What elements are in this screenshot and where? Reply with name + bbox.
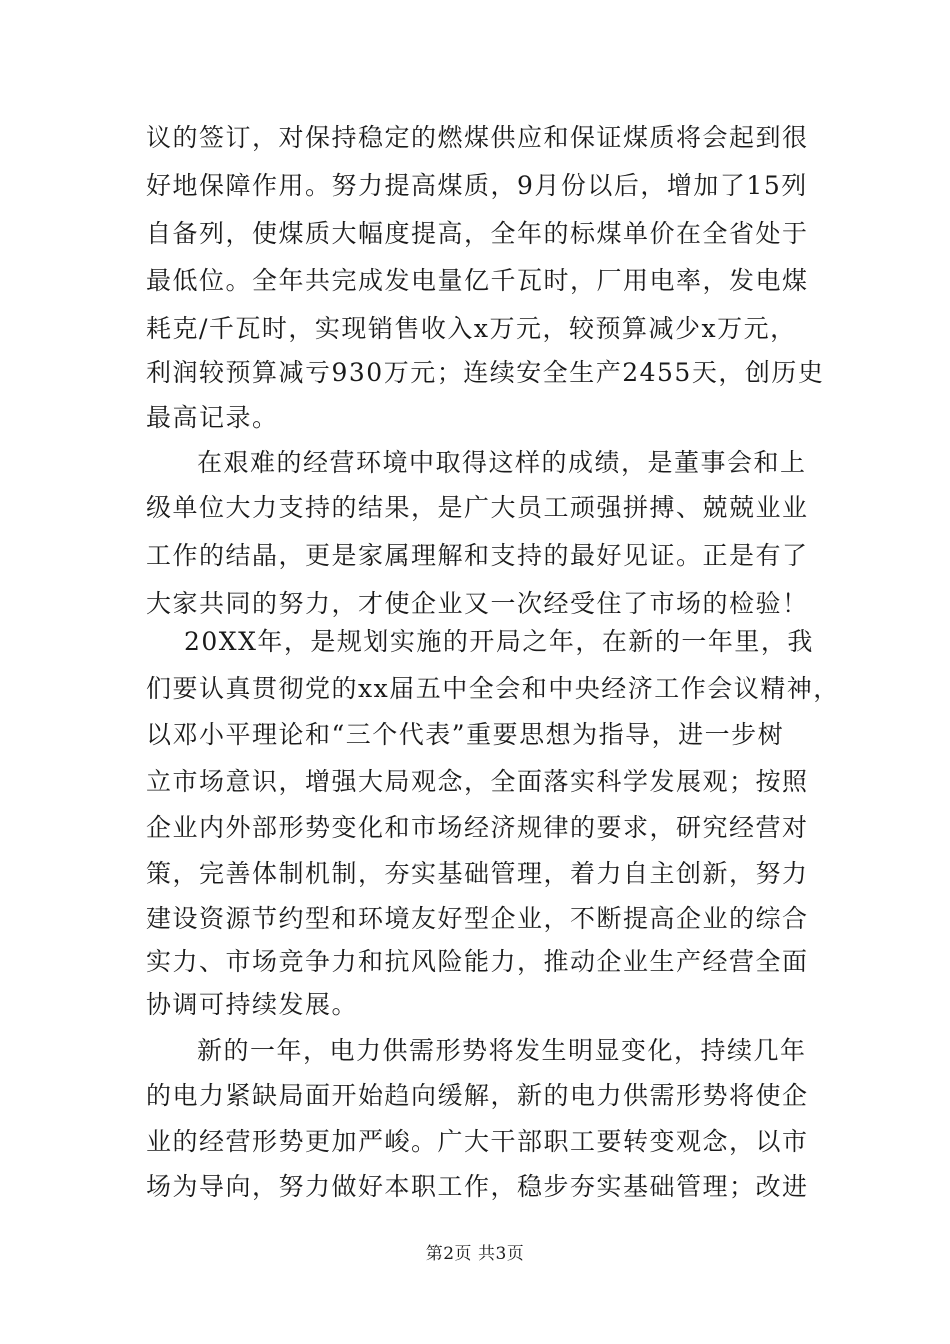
text-line: 以邓小平理论和“三个代表”重要思想为指导，进一步树 xyxy=(146,720,785,749)
text-line: 场为导向，努力做好本职工作，稳步夯实基础管理；改进 xyxy=(146,1172,809,1201)
text-line: 大家共同的努力，才使企业又一次经受住了市场的检验！ xyxy=(146,589,809,618)
text-line: 最高记录。 xyxy=(146,403,279,432)
text-line: 最低位。全年共完成发电量亿千瓦时，厂用电率，发电煤 xyxy=(146,266,809,295)
text-line: 实力、市场竞争力和抗风险能力，推动企业生产经营全面 xyxy=(146,947,809,976)
text-line: 级单位大力支持的结果，是广大员工顽强拼搏、兢兢业业 xyxy=(146,493,809,522)
text-line: 的电力紧缺局面开始趋向缓解，新的电力供需形势将使企 xyxy=(146,1081,809,1110)
text-line: 策，完善体制机制，夯实基础管理，着力自主创新，努力 xyxy=(146,859,809,888)
text-line: 协调可持续发展。 xyxy=(146,990,359,1019)
text-line: 耗克/千瓦时，实现销售收入x万元，较预算减少x万元， xyxy=(146,314,797,343)
text-line: 议的签订，对保持稳定的燃煤供应和保证煤质将会起到很 xyxy=(146,123,809,152)
text-line: 20XX年，是规划实施的开局之年，在新的一年里，我 xyxy=(184,627,814,656)
text-line: 新的一年，电力供需形势将发生明显变化，持续几年 xyxy=(197,1036,807,1065)
text-line: 工作的结晶，更是家属理解和支持的最好见证。正是有了 xyxy=(146,541,809,570)
text-line: 利润较预算减亏930万元；连续安全生产2455天，创历史 xyxy=(146,358,825,387)
text-line: 自备列，使煤质大幅度提高，全年的标煤单价在全省处于 xyxy=(146,219,809,248)
text-line: 好地保障作用。努力提高煤质，9月份以后，增加了15列 xyxy=(146,171,808,200)
text-line: 企业内外部形势变化和市场经济规律的要求，研究经营对 xyxy=(146,813,809,842)
text-line: 建设资源节约型和环境友好型企业，不断提高企业的综合 xyxy=(146,904,809,933)
text-line: 们要认真贯彻党的xx届五中全会和中央经济工作会议精神， xyxy=(146,674,840,703)
text-line: 业的经营形势更加严峻。广大干部职工要转变观念，以市 xyxy=(146,1127,809,1156)
page-number: 第2页 共3页 xyxy=(425,1244,525,1264)
text-line: 立市场意识，增强大局观念，全面落实科学发展观；按照 xyxy=(146,767,809,796)
text-line: 在艰难的经营环境中取得这样的成绩，是董事会和上 xyxy=(197,448,807,477)
